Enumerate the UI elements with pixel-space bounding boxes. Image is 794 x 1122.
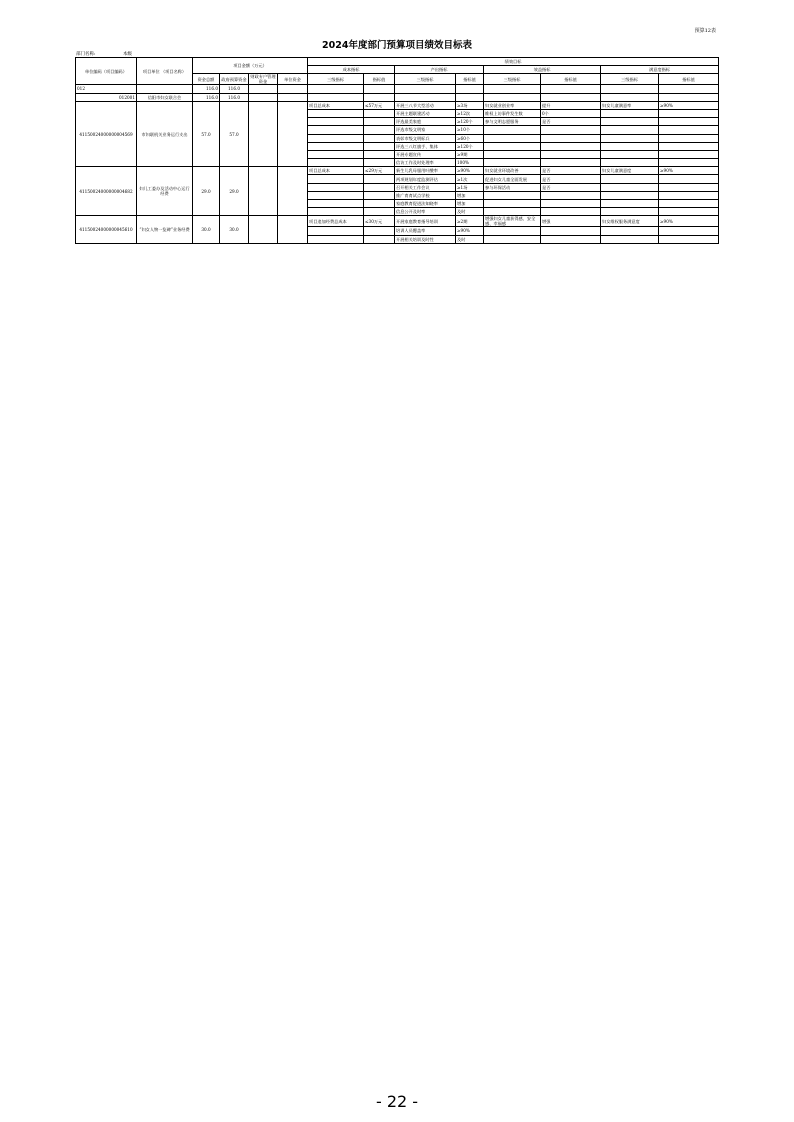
output-indicator: 评选市级文明家 <box>395 126 456 134</box>
header-fiscal: 政府预算资金 <box>220 74 249 85</box>
satisfaction-indicator <box>601 150 659 158</box>
output-indicator: 评选三八红旗手、集体 <box>395 142 456 150</box>
cost-indicator <box>308 134 364 142</box>
header-cost-value: 指标值 <box>364 74 395 85</box>
output-value: ≥120个 <box>456 142 484 150</box>
output-value: 及时 <box>456 235 484 243</box>
empty-cell <box>249 85 278 93</box>
header-cost: 成本指标 <box>308 66 395 74</box>
benefit-value <box>541 150 601 158</box>
header-benefit-level3: 三级指标 <box>484 74 541 85</box>
empty-cell <box>308 85 364 93</box>
satisfaction-indicator <box>601 227 659 235</box>
empty-cell <box>541 85 601 93</box>
cost-value <box>364 191 395 199</box>
benefit-value <box>541 134 601 142</box>
cost-indicator <box>308 227 364 235</box>
benefit-value <box>541 208 601 216</box>
project-total: 29.0 <box>193 167 220 216</box>
satisfaction-value <box>659 191 719 199</box>
empty-cell <box>659 93 719 101</box>
cost-value <box>364 159 395 167</box>
project-fiscal: 57.0 <box>220 101 249 167</box>
output-indicator: 评选最美家庭 <box>395 118 456 126</box>
cost-indicator: 项目总成本 <box>308 101 364 109</box>
project-total: 57.0 <box>193 101 220 167</box>
satisfaction-indicator <box>601 126 659 134</box>
output-indicator: 开展家庭教育指导培训 <box>395 216 456 227</box>
empty-cell <box>484 93 541 101</box>
benefit-value: 是否 <box>541 167 601 175</box>
header-satisfaction-value: 指标值 <box>659 74 719 85</box>
project-code: 41150024000000004682 <box>76 167 137 216</box>
cost-value: ≤29万元 <box>364 167 395 175</box>
output-value: ≥90% <box>456 167 484 175</box>
cost-value: ≤30万元 <box>364 216 395 227</box>
benefit-value: 是否 <box>541 118 601 126</box>
header-performance-group: 绩效目标 <box>308 58 719 66</box>
output-value: ≥2期 <box>456 216 484 227</box>
project-own <box>278 101 308 167</box>
satisfaction-value <box>659 159 719 167</box>
satisfaction-value <box>659 126 719 134</box>
benefit-value: 是否 <box>541 183 601 191</box>
cost-value <box>364 118 395 126</box>
header-row-1 <box>76 58 719 66</box>
cost-value <box>364 109 395 117</box>
output-value: ≥1次 <box>456 175 484 183</box>
output-indicator: 开展三八节大型活动 <box>395 101 456 109</box>
cost-indicator <box>308 150 364 158</box>
cost-value <box>364 200 395 208</box>
output-value: ≥10个 <box>456 126 484 134</box>
satisfaction-indicator <box>601 134 659 142</box>
satisfaction-value <box>659 142 719 150</box>
project-code: 41150024000000045610 <box>76 216 137 243</box>
empty-cell <box>456 85 484 93</box>
project-own <box>278 216 308 243</box>
benefit-value <box>541 142 601 150</box>
benefit-indicator: 妇女就业创业率 <box>484 101 541 109</box>
output-value: 100% <box>456 159 484 167</box>
page-number: - 22 - <box>375 1092 419 1111</box>
project-fiscal: 29.0 <box>220 167 249 216</box>
benefit-indicator <box>484 134 541 142</box>
satisfaction-value <box>659 235 719 243</box>
summary-total: 116.0 <box>193 85 220 93</box>
benefit-value: 是否 <box>541 175 601 183</box>
empty-cell <box>659 85 719 93</box>
satisfaction-value <box>659 200 719 208</box>
header-own: 单位资金 <box>278 74 308 85</box>
header-output-level3: 三级指标 <box>395 74 456 85</box>
header-cost-level3: 三级指标 <box>308 74 364 85</box>
project-special <box>249 216 278 243</box>
header-unit-code: 单位编码（项目编码） <box>76 58 137 85</box>
project-name: 妇儿工委办及活动中心运行经费 <box>137 167 193 216</box>
project-row <box>76 101 719 109</box>
output-value: 及时 <box>456 208 484 216</box>
satisfaction-value <box>659 150 719 158</box>
benefit-indicator: 促进妇女儿童全面发展 <box>484 175 541 183</box>
benefit-indicator: 增强妇女儿童获得感、安全感、幸福感 <box>484 216 541 227</box>
output-indicator: 开展主题联建活动 <box>395 109 456 117</box>
satisfaction-indicator: 妇女儿童满意率 <box>601 101 659 109</box>
cost-value <box>364 142 395 150</box>
output-indicator: 家庭教育促进法知晓率 <box>395 200 456 208</box>
summary-row <box>76 93 719 101</box>
project-row <box>76 167 719 175</box>
benefit-value <box>541 200 601 208</box>
cost-value <box>364 208 395 216</box>
summary-name <box>137 85 193 93</box>
cost-indicator <box>308 159 364 167</box>
header-special: 财政专户管理资金 <box>250 74 276 85</box>
cost-indicator <box>308 142 364 150</box>
header-output: 产出指标 <box>395 66 484 74</box>
empty-cell <box>395 85 456 93</box>
benefit-indicator: 参与环保活动 <box>484 183 541 191</box>
cost-indicator <box>308 200 364 208</box>
table-body <box>76 58 719 244</box>
satisfaction-value <box>659 175 719 183</box>
benefit-value <box>541 227 601 235</box>
satisfaction-value: ≥90% <box>659 216 719 227</box>
project-special <box>249 167 278 216</box>
output-indicator: 新生儿乳母服用叶酸率 <box>395 167 456 175</box>
header-output-value: 指标值 <box>456 74 484 85</box>
header-benefit: 效益指标 <box>484 66 601 74</box>
satisfaction-indicator: 妇女维权服务满意度 <box>601 216 659 227</box>
output-value: ≥1场 <box>456 183 484 191</box>
cost-value: ≤57万元 <box>364 101 395 109</box>
benefit-indicator <box>484 126 541 134</box>
cost-value <box>364 175 395 183</box>
project-special <box>249 101 278 167</box>
satisfaction-value <box>659 109 719 117</box>
benefit-value: 增强 <box>541 216 601 227</box>
satisfaction-value <box>659 118 719 126</box>
empty-cell <box>364 93 395 101</box>
output-indicator: 开展相关培训及时性 <box>395 235 456 243</box>
cost-indicator <box>308 235 364 243</box>
benefit-indicator <box>484 208 541 216</box>
benefit-indicator: 维权上访事件发生数 <box>484 109 541 117</box>
empty-cell <box>601 93 659 101</box>
benefit-indicator <box>484 142 541 150</box>
output-indicator: 培训人员覆盖率 <box>395 227 456 235</box>
page-title: 2024年度部门预算项目绩效目标表 <box>322 40 472 51</box>
benefit-value: 0个 <box>541 109 601 117</box>
cost-indicator <box>308 175 364 183</box>
satisfaction-indicator <box>601 118 659 126</box>
output-indicator: 推广育育试点学校 <box>395 191 456 199</box>
satisfaction-indicator <box>601 175 659 183</box>
benefit-value: 提升 <box>541 101 601 109</box>
output-value: ≥120个 <box>456 118 484 126</box>
project-own <box>278 167 308 216</box>
benefit-indicator <box>484 159 541 167</box>
empty-cell <box>601 85 659 93</box>
empty-cell <box>484 85 541 93</box>
output-indicator: 开展专题宣传 <box>395 150 456 158</box>
project-row <box>76 216 719 227</box>
cost-value <box>364 134 395 142</box>
output-indicator: 召开相关工作会议 <box>395 183 456 191</box>
benefit-indicator <box>484 191 541 199</box>
header-satisfaction: 满意度指标 <box>601 66 719 74</box>
satisfaction-value <box>659 183 719 191</box>
satisfaction-value: ≥90% <box>659 167 719 175</box>
cost-indicator: 项目总成本 <box>308 167 364 175</box>
project-fiscal: 30.0 <box>220 216 249 243</box>
satisfaction-indicator <box>601 109 659 117</box>
output-value: 增加 <box>456 191 484 199</box>
benefit-value <box>541 159 601 167</box>
benefit-indicator <box>484 227 541 235</box>
benefit-indicator <box>484 150 541 158</box>
project-name: 市妇联机关业务运行支出 <box>137 101 193 167</box>
benefit-value <box>541 126 601 134</box>
cost-value <box>364 126 395 134</box>
cost-value <box>364 235 395 243</box>
benefit-value <box>541 191 601 199</box>
empty-cell <box>308 93 364 101</box>
summary-total: 116.0 <box>193 93 220 101</box>
summary-row <box>76 85 719 93</box>
department-value: 本级 <box>122 52 132 57</box>
satisfaction-indicator <box>601 142 659 150</box>
cost-indicator <box>308 118 364 126</box>
output-indicator: 两项规划年度监测评估 <box>395 175 456 183</box>
form-number: 预算12表 <box>694 28 716 34</box>
output-indicator: 表彰市级文明标兵 <box>395 134 456 142</box>
department-label: 部门名称: <box>76 52 96 57</box>
header-amount-group: 项目金额（万元） <box>193 58 308 74</box>
summary-fiscal: 116.0 <box>220 85 249 93</box>
project-name: “妇女人物一览碑”业务经费 <box>137 216 193 243</box>
output-value: ≥90% <box>456 227 484 235</box>
output-value: ≥12次 <box>456 109 484 117</box>
satisfaction-value <box>659 227 719 235</box>
benefit-indicator: 参与文明志愿服务 <box>484 118 541 126</box>
empty-cell <box>395 93 456 101</box>
benefit-indicator <box>484 200 541 208</box>
cost-indicator <box>308 208 364 216</box>
header-fund-total: 资金总额 <box>193 74 220 85</box>
benefit-indicator <box>484 235 541 243</box>
summary-fiscal: 116.0 <box>220 93 249 101</box>
summary-code: 012001 <box>76 93 137 101</box>
cost-indicator: 项目追加经费总成本 <box>308 216 364 227</box>
satisfaction-value: ≥90% <box>659 101 719 109</box>
project-total: 30.0 <box>193 216 220 243</box>
satisfaction-value <box>659 134 719 142</box>
cost-indicator <box>308 126 364 134</box>
cost-value <box>364 150 395 158</box>
benefit-value <box>541 235 601 243</box>
performance-table <box>75 57 719 244</box>
empty-cell <box>278 85 308 93</box>
output-value: 增加 <box>456 200 484 208</box>
output-indicator: 信访工作及时处理率 <box>395 159 456 167</box>
cost-indicator <box>308 191 364 199</box>
empty-cell <box>249 93 278 101</box>
output-value: ≥60个 <box>456 134 484 142</box>
project-code: 41150024000000004569 <box>76 101 137 167</box>
satisfaction-indicator <box>601 208 659 216</box>
summary-name: 信阳市妇女联合会 <box>137 93 193 101</box>
satisfaction-indicator <box>601 200 659 208</box>
empty-cell <box>456 93 484 101</box>
output-value: ≥3场 <box>456 101 484 109</box>
empty-cell <box>278 93 308 101</box>
satisfaction-indicator <box>601 235 659 243</box>
benefit-indicator: 妇女就业环境改善 <box>484 167 541 175</box>
satisfaction-indicator <box>601 191 659 199</box>
empty-cell <box>364 85 395 93</box>
header-unit: 项目单位 （项目名称） <box>137 58 193 85</box>
cost-indicator <box>308 109 364 117</box>
summary-code: 012 <box>76 85 137 93</box>
cost-indicator <box>308 183 364 191</box>
cost-value <box>364 183 395 191</box>
empty-cell <box>541 93 601 101</box>
satisfaction-indicator <box>601 183 659 191</box>
satisfaction-indicator: 妇女儿童满意度 <box>601 167 659 175</box>
satisfaction-indicator <box>601 159 659 167</box>
header-satisfaction-level3: 三级指标 <box>601 74 659 85</box>
header-benefit-value: 指标值 <box>541 74 601 85</box>
output-indicator: 信息公开及时率 <box>395 208 456 216</box>
satisfaction-value <box>659 208 719 216</box>
output-value: ≥9期 <box>456 150 484 158</box>
cost-value <box>364 227 395 235</box>
